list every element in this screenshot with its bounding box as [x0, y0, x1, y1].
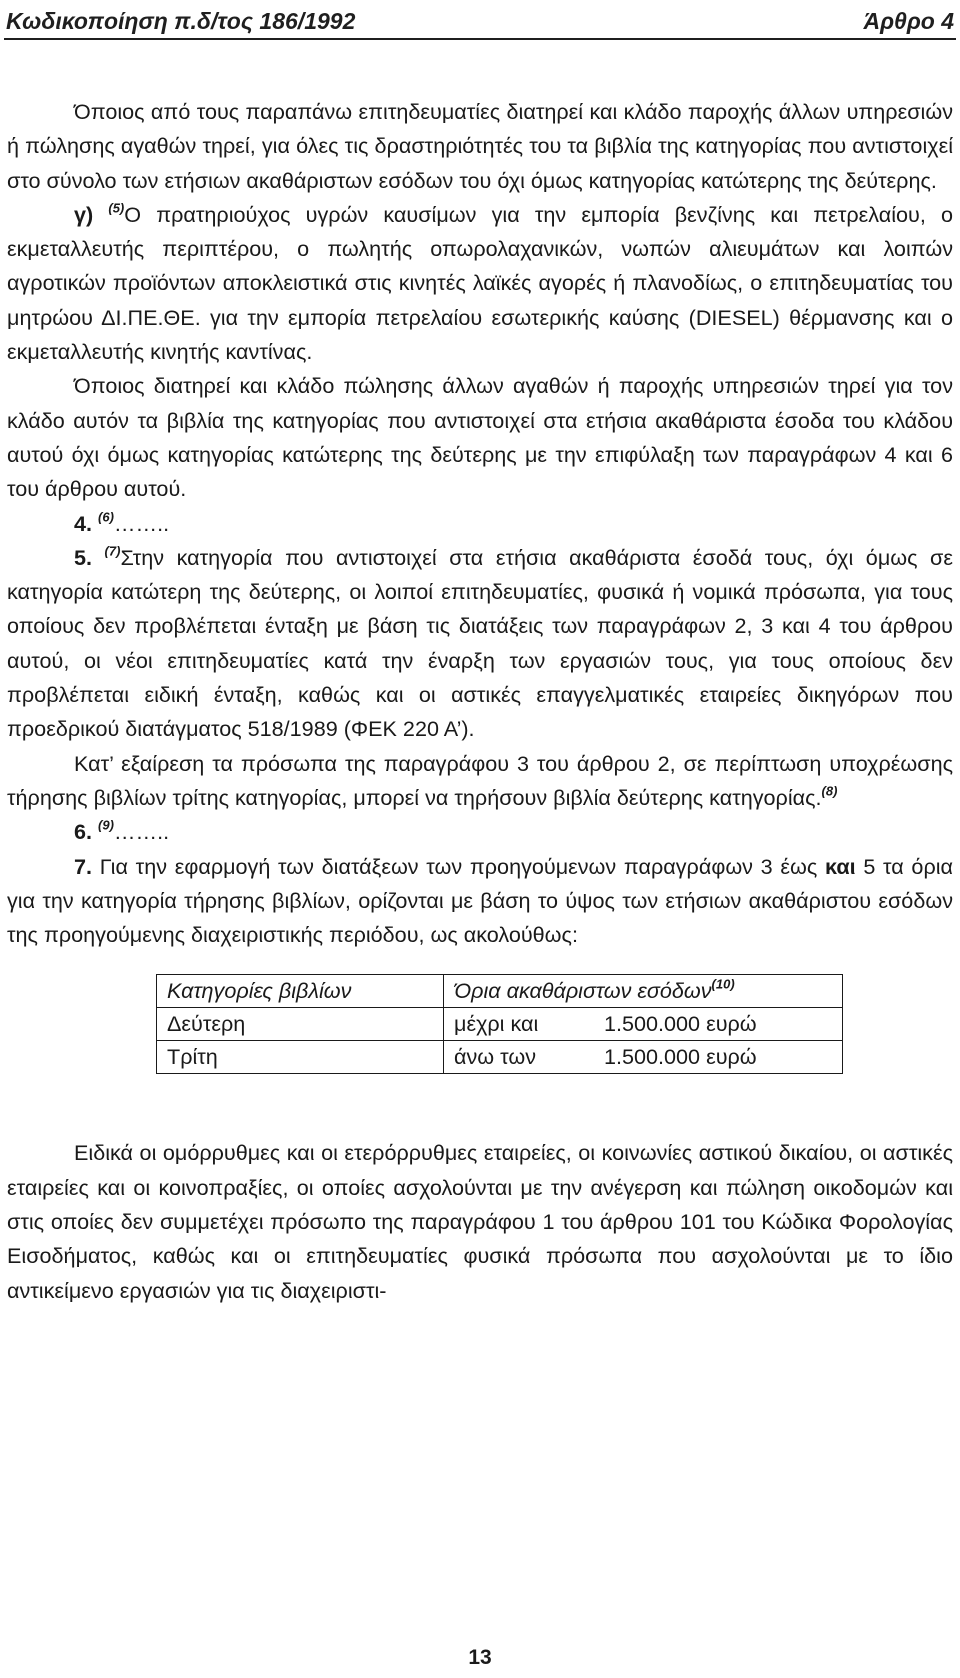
table-cell-category: Τρίτη — [157, 1041, 444, 1074]
header-article: Άρθρο 4 — [863, 7, 954, 34]
limit-amount: 1.500.000 ευρώ — [604, 1011, 757, 1037]
paragraph-3: Όποιος διατηρεί και κλάδο πώλησης άλλων αγαθών ή παροχής υπηρεσιών τηρεί για τον κλάδο αυτόν τα βιβλία της κατηγορίας που αντιστοιχεί στα ετήσια ακαθάριστα έσοδα του κλάδου αυτού όχι όμως κατηγορίας κατώτερης της δεύτερης με την επιφύλαξη των παραγράφων 4 και 6 του άρθρου αυτού. — [7, 373, 953, 502]
paragraph-special: Ειδικά οι ομόρρυθμες και οι ετερόρρυθμες εταιρείες, οι κοινωνίες αστικού δικαίου, οι αστικές εταιρείες και οι κοινοπραξίες, οι οποίες ασχολούνται με την ανέγερση και πώληση οικοδομών και στις οποίες δεν συμμετέχει πρόσωπο της παραγράφου 1 του άρθρου 101 του Κώδικα Φορολογίας Εισοδήματος, καθώς και οι επιτηδευματίες φυσικά πρόσωπα που ασχολούνται με το ίδιο αντικείμενο εργασιών για τις διαχειριστι- — [7, 1140, 953, 1303]
item-label-5: 5. — [74, 544, 93, 570]
item-label-4: 4. — [74, 510, 93, 536]
paragraph-7-text-a: Για την εφαρμογή των διατάξεων των προηγούμενων παραγράφων 3 έως — [99, 853, 818, 879]
limits-table-wrapper — [7, 974, 953, 1074]
footnote-ref-6: (6) — [98, 508, 114, 524]
limit-qualifier: μέχρι και — [454, 1011, 539, 1037]
paragraph-item-6 — [7, 815, 953, 849]
footnote-ref-10: (10) — [711, 976, 735, 992]
table-row — [157, 1008, 843, 1041]
table-row — [157, 1041, 843, 1074]
paragraph-5 — [7, 541, 953, 747]
paragraph-item-6-text: …….. — [113, 819, 170, 845]
footnote-ref-9: (9) — [98, 817, 114, 833]
paragraph-7 — [7, 850, 953, 953]
paragraph-6-text: Κατ’ εξαίρεση τα πρόσωπα της παραγράφου 3 του άρθρου 2, σε περίπτωση υποχρέωσης τήρησης βιβλίων τρίτης κατηγορίας, μπορεί να τηρήσουν βιβλία δεύτερης κατηγορίας. — [7, 750, 953, 810]
item-label-gamma: γ) — [74, 201, 94, 227]
table-cell-limit — [444, 1008, 843, 1041]
limit-amount: 1.500.000 ευρώ — [604, 1044, 757, 1070]
table-header-category: Κατηγορίες βιβλίων — [157, 975, 444, 1008]
item-label-6: 6. — [74, 819, 93, 845]
table-header-row — [157, 975, 843, 1008]
header-document-title: Κωδικοποίηση π.δ/τος 186/1992 — [6, 7, 356, 34]
table-header-limits: Όρια ακαθάριστων εσόδων$^{(10)}$ — [444, 975, 843, 1008]
paragraph-1: Όποιος από τους παραπάνω επιτηδευματίες διατηρεί και κλάδο παροχής άλλων υπηρεσιών ή πώλησης αγαθών τηρεί, για όλες τις δραστηριότητές του τα βιβλία της κατηγορίας που αντιστοιχεί στο σύνολο των ετήσιων ακαθάριστων εσόδων του όχι όμως κατηγορίας κατώτερης της δεύτερης. — [7, 99, 953, 193]
paragraph-gamma-text: Ο πρατηριούχος υγρών καυσίμων για την εμπορία βενζίνης και πετρελαίου, ο εκμεταλλευτής περιπτέρου, ο πωλητής οπωρολαχανικών, νωπών αλιευμάτων και λοιπών αγροτικών προϊόντων αποκλειστικά στις κινητές λαϊκές αγορές ή πλανοδίως, ο επιτηδευματίας του μητρώου ΔΙ.ΠΕ.ΘΕ. για την εμπορία πετρελαίου εσωτερικής καύσης (DIESEL) θέρμανσης και ο εκμεταλλευτής κινητής καντίνας. — [7, 201, 954, 365]
paragraph-7-text-b: 5 τα όρια για την κατηγορία τήρησης βιβλίων, ορίζονται με βάση το ύψος των ετήσιων ακαθάριστου εσόδων της προηγούμενης διαχειριστικής περιόδου, ως ακολούθως: — [7, 853, 954, 948]
limit-qualifier: άνω των — [454, 1044, 537, 1070]
item-label-7: 7. — [74, 853, 93, 879]
paragraph-7-bold: και — [825, 853, 856, 879]
table-cell-limit — [444, 1041, 843, 1074]
page-header — [6, 4, 954, 38]
limits-table — [156, 974, 843, 1074]
paragraph-5-text: Στην κατηγορία που αντιστοιχεί στα ετήσια ακαθάριστα έσοδά τους, όχι όμως σε κατηγορία κατώτερη της δεύτερης, οι λοιποί επιτηδευματίες, φυσικά ή νομικά πρόσωπα, για τους οποίους δεν προβλέπεται ένταξη με βάση τις διατάξεις των παραγράφων 2, 3 και 4 του άρθρου αυτού, οι νέοι επιτηδευματίες κατά την έναρξη των εργασιών τους, για τους οποίους δεν προβλέπεται ειδική ένταξη, καθώς και οι αστικές επαγγελματικές εταιρείες δικηγόρων που προεδρικού διατάγματος 518/1989 (ΦΕΚ 220 Α’). — [7, 544, 954, 742]
header-rule — [4, 38, 956, 40]
footnote-ref-5: (5) — [108, 200, 125, 216]
paragraph-4 — [7, 507, 953, 541]
paragraph-4-text: …….. — [113, 510, 170, 536]
document-body — [7, 95, 953, 1308]
paragraph-gamma — [7, 198, 953, 369]
footnote-ref-7: (7) — [104, 543, 121, 559]
table-cell-category: Δεύτερη — [157, 1008, 444, 1041]
footnote-ref-8: (8) — [821, 783, 838, 799]
paragraph-6 — [7, 747, 953, 816]
page-number: 13 — [468, 1646, 492, 1669]
